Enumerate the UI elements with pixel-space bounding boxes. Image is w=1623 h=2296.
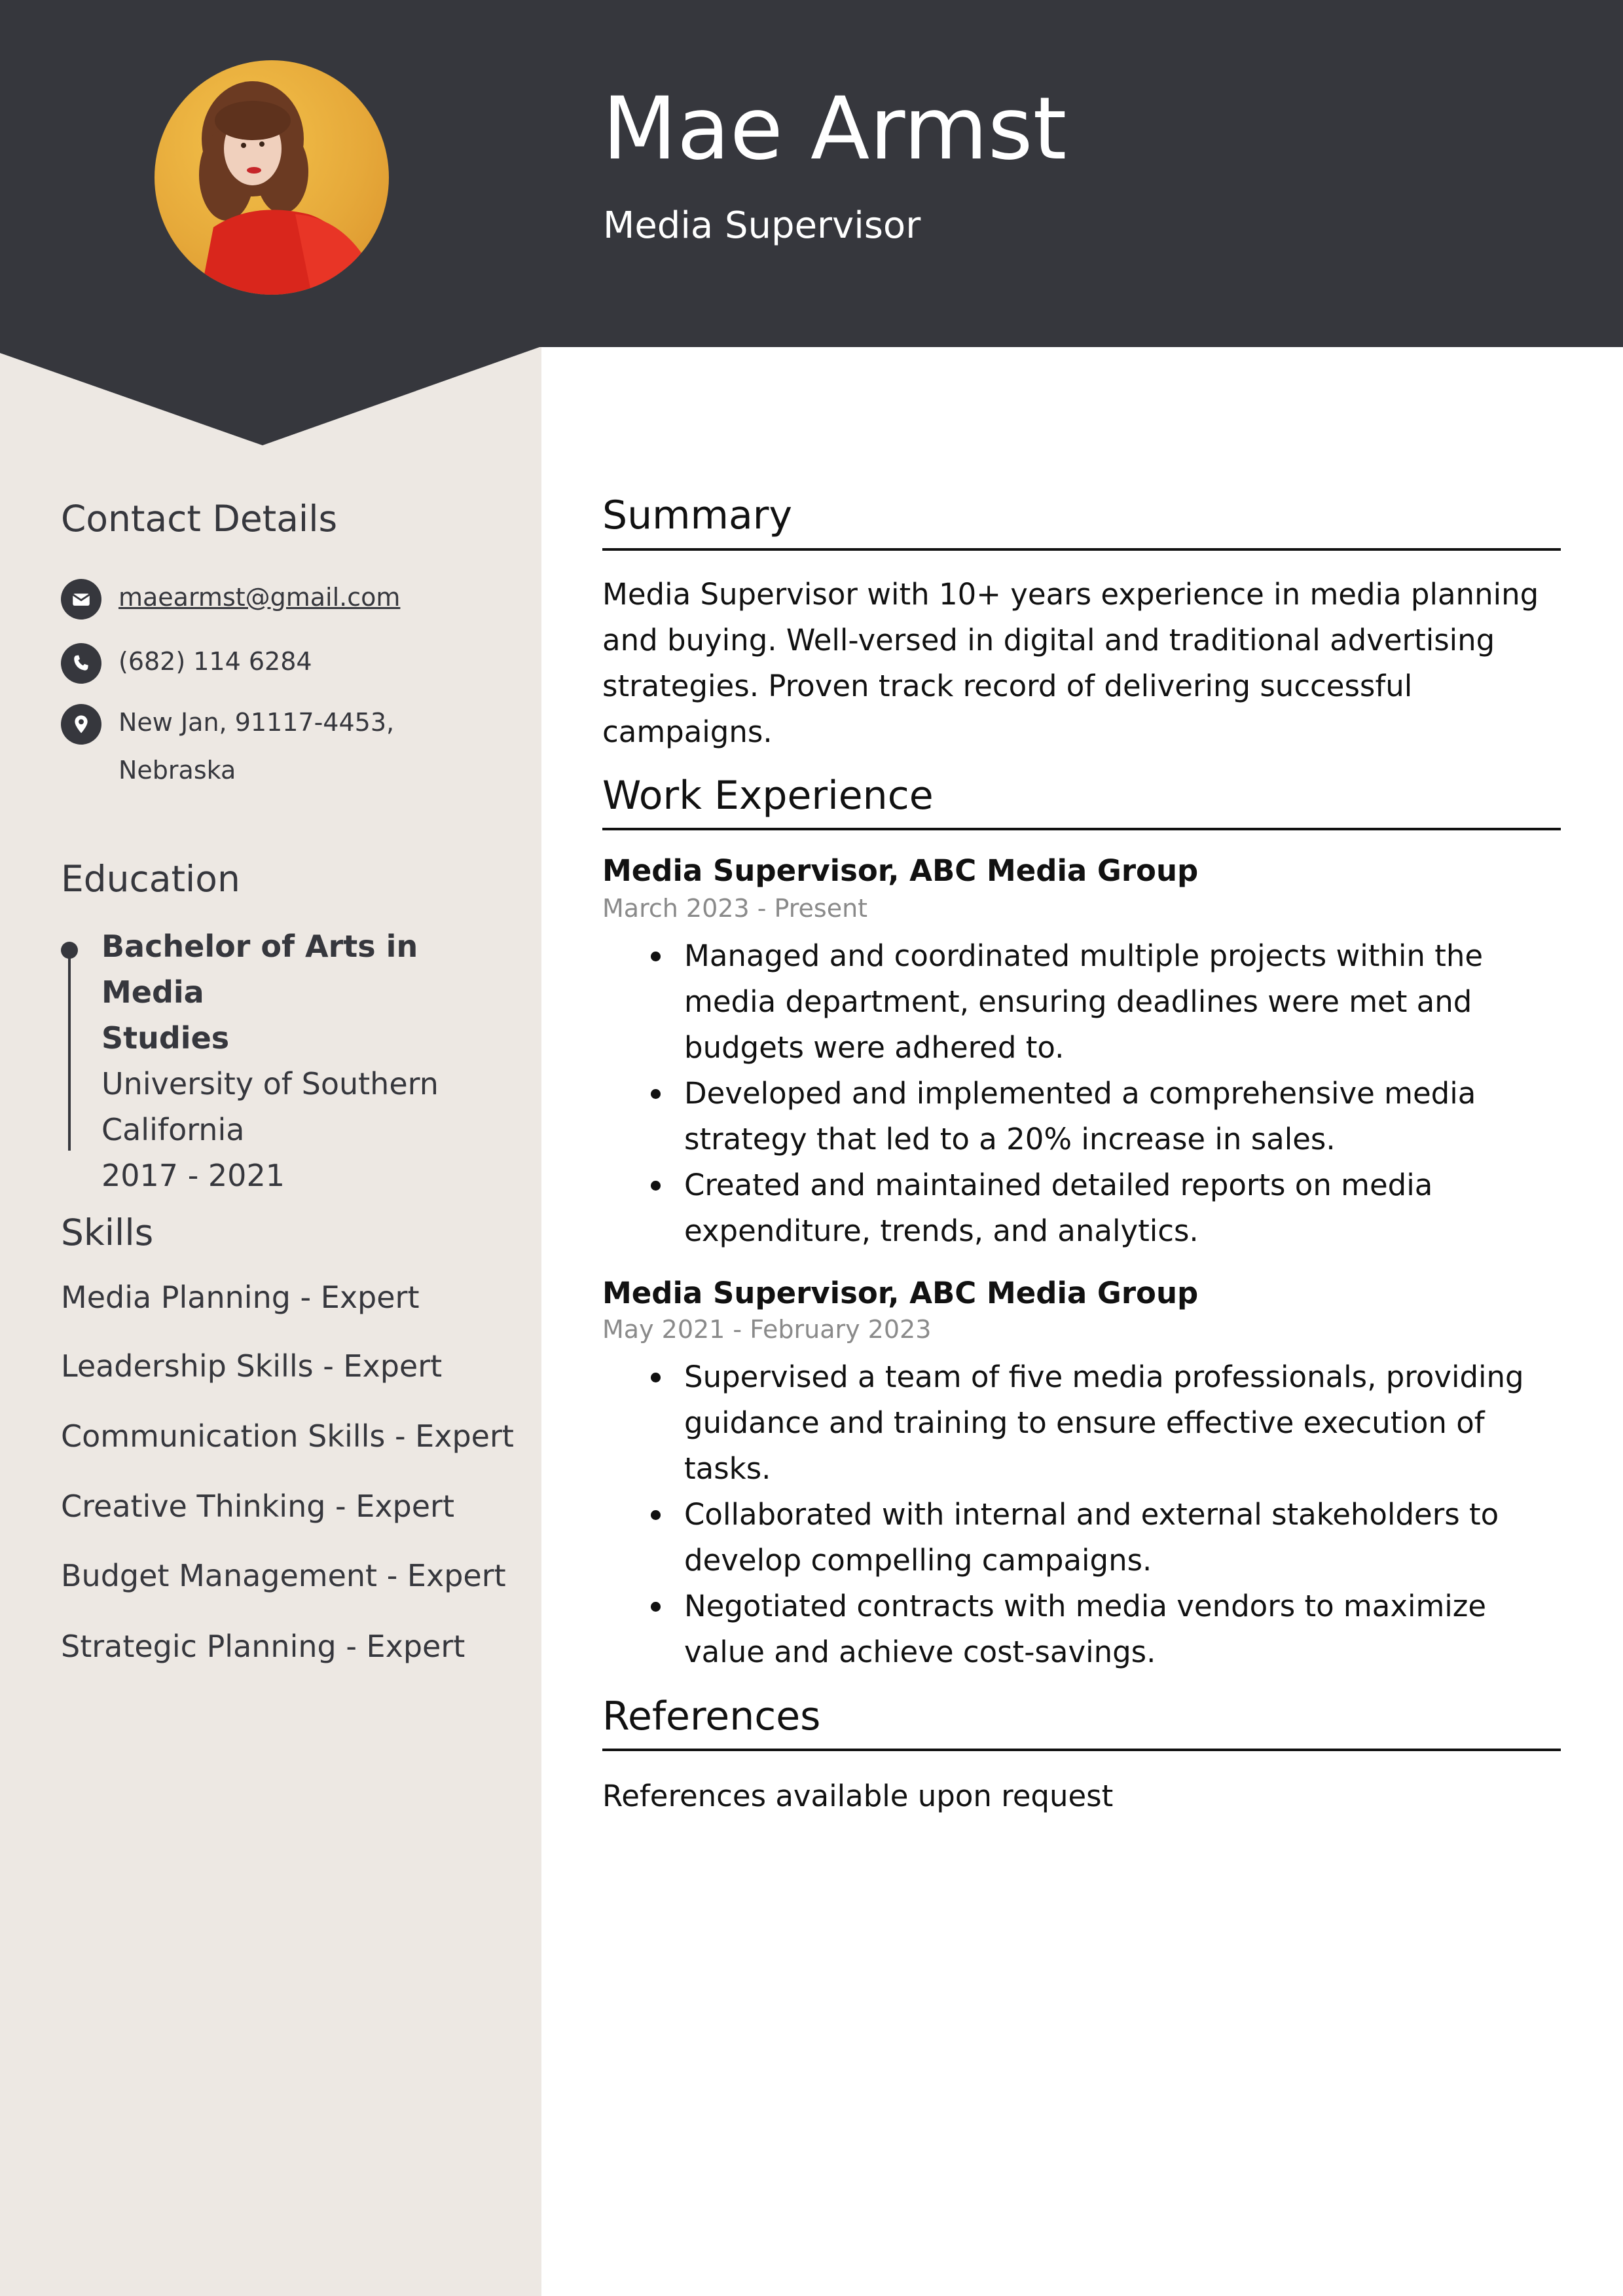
education-years: 2017 - 2021 <box>101 1158 285 1193</box>
summary-text: Media Supervisor with 10+ years experience in media planning and buying. Well-versed in digital and traditional advertising strategies. Proven track record of delivering successful campaigns. <box>602 577 1539 749</box>
summary-divider <box>602 548 1561 551</box>
location-pin-icon <box>61 704 101 745</box>
bullet-item: Managed and coordinated multiple projects within the media department, ensuring deadlines were met and budgets were adhered to. <box>684 933 1571 1071</box>
degree-line-2: Studies <box>101 1020 230 1056</box>
summary-heading: Summary <box>602 492 792 538</box>
skill-item: Communication Skills - Expert <box>61 1418 514 1454</box>
address-line-1: New Jan, 91117-4453, <box>119 708 395 737</box>
work-experience-heading: Work Experience <box>602 773 934 819</box>
job-bullets <box>684 933 1571 1254</box>
candidate-name: Mae Armst <box>602 79 1067 179</box>
bullet-item: Developed and implemented a comprehensive media strategy that led to a 20% increase in sales. <box>684 1071 1571 1162</box>
job-title: Media Supervisor, ABC Media Group <box>602 1276 1199 1310</box>
bullet-item: Collaborated with internal and external stakeholders to develop compelling campaigns. <box>684 1492 1571 1583</box>
skill-item: Creative Thinking - Expert <box>61 1489 455 1524</box>
skill-item: Leadership Skills - Expert <box>61 1348 443 1384</box>
job-dates: March 2023 - Present <box>602 894 868 923</box>
bullet-item: Created and maintained detailed reports on media expenditure, trends, and analytics. <box>684 1162 1571 1254</box>
school-line-1: University of Southern <box>101 1066 439 1102</box>
portrait-image <box>155 60 389 295</box>
job-title: Media Supervisor, ABC Media Group <box>602 853 1199 888</box>
address-line-2: Nebraska <box>119 756 236 785</box>
degree-line-1: Bachelor of Arts in Media <box>101 929 418 1010</box>
references-divider <box>602 1749 1561 1751</box>
bullet-item: Negotiated contracts with media vendors to maximize value and achieve cost-savings. <box>684 1583 1571 1675</box>
envelope-icon <box>61 579 101 620</box>
contact-address-row <box>61 709 394 794</box>
contact-phone-row <box>61 648 312 686</box>
education-entry <box>61 923 519 1193</box>
contact-email-row <box>61 584 400 621</box>
references-text: References available upon request <box>602 1779 1114 1813</box>
skill-item: Strategic Planning - Expert <box>61 1629 465 1664</box>
work-experience-divider <box>602 828 1561 830</box>
job-bullets <box>684 1354 1571 1675</box>
school-line-2: California <box>101 1112 245 1147</box>
education-heading: Education <box>61 858 240 900</box>
job-dates: May 2021 - February 2023 <box>602 1315 932 1344</box>
timeline-line <box>68 956 71 1151</box>
phone-text: (682) 114 6284 <box>119 647 312 676</box>
skills-heading: Skills <box>61 1212 154 1253</box>
bullet-item: Supervised a team of five media professionals, providing guidance and training to ensure effective execution of tasks. <box>684 1354 1571 1492</box>
contact-heading: Contact Details <box>61 498 338 540</box>
candidate-title: Media Supervisor <box>603 204 921 247</box>
phone-icon <box>61 643 101 684</box>
avatar <box>155 60 389 295</box>
skill-item: Budget Management - Expert <box>61 1558 506 1593</box>
skill-item: Media Planning - Expert <box>61 1280 420 1315</box>
header-chevron <box>0 346 541 448</box>
email-link[interactable]: maearmst@gmail.com <box>119 583 401 612</box>
references-heading: References <box>602 1694 821 1739</box>
